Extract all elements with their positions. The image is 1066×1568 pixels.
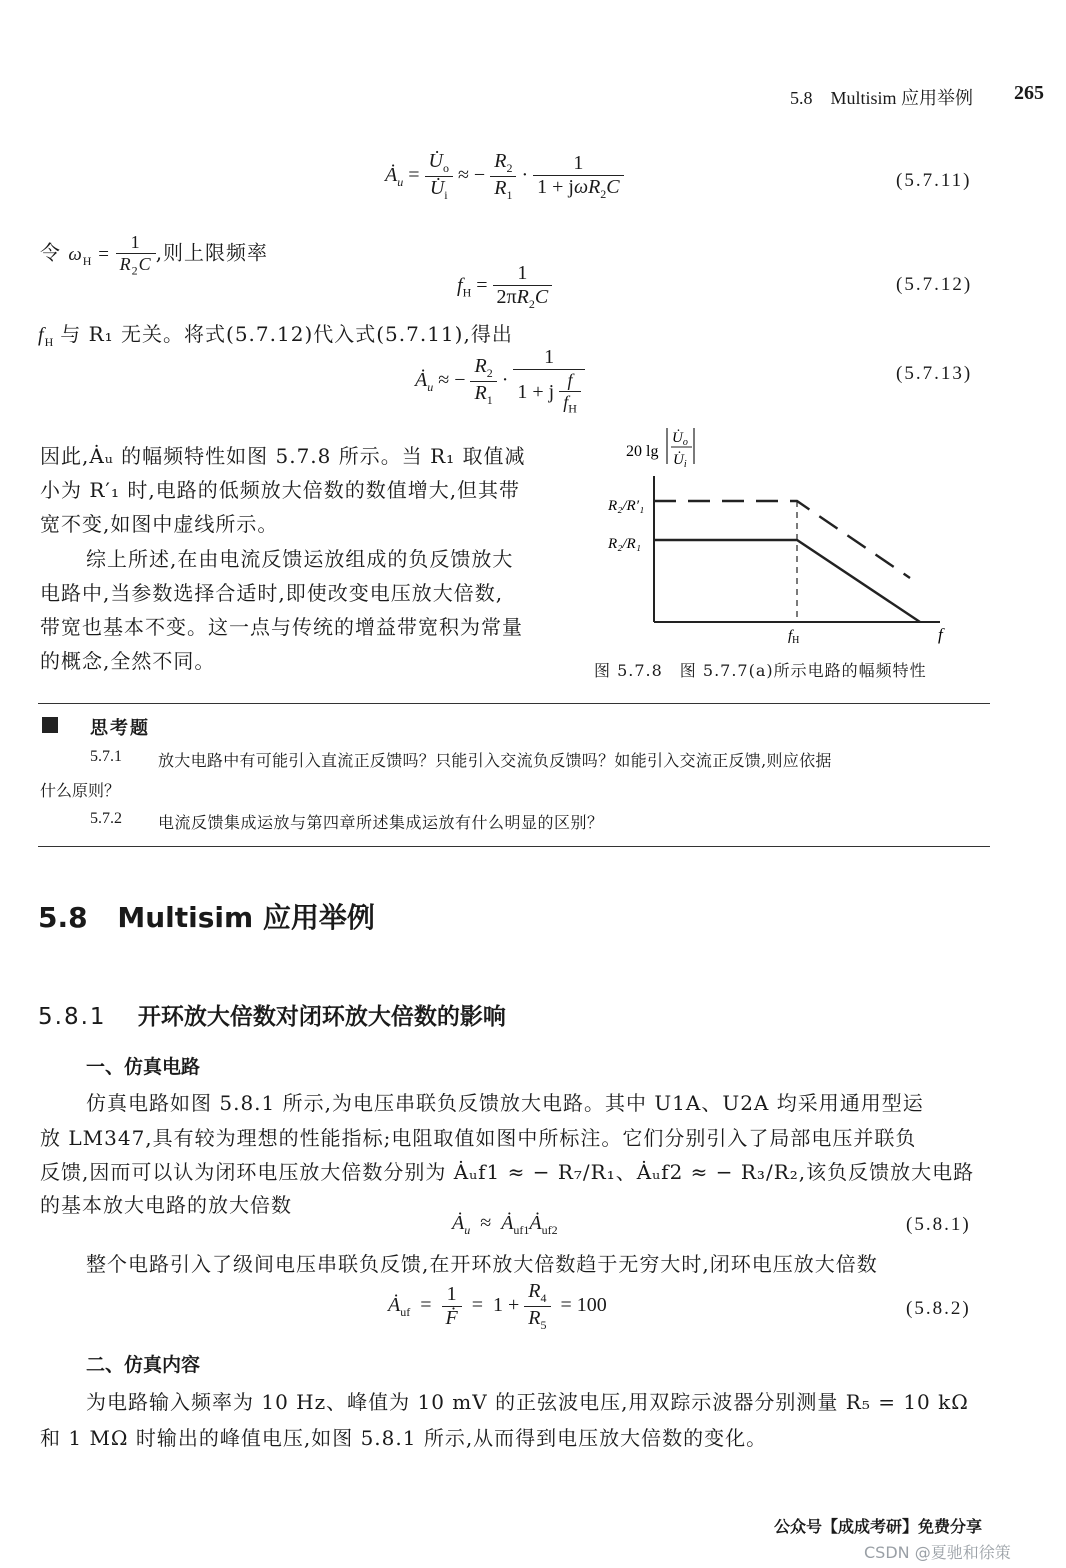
paragraph-line: 和 1 MΩ 时输出的峰值电压,如图 5.8.1 所示,从而得到电压放大倍数的变化。 <box>40 1426 768 1450</box>
subsection-heading <box>38 998 506 1031</box>
x-axis-label: f <box>938 625 943 644</box>
paragraph-line: 电路中,当参数选择合适时,即使改变电压放大倍数, <box>40 581 504 605</box>
section-number: 5.8 <box>38 901 88 934</box>
frequency-response-figure <box>596 418 976 650</box>
paragraph-line: 仿真电路如图 5.8.1 所示,为电压串联负反馈放大电路。其中 U1A、U2A 均采用通用型运 <box>86 1091 924 1115</box>
paragraph-line: 为电路输入频率为 10 Hz、峰值为 10 mV 的正弦波电压,用双踪示波器分别测量 R₅ = 10 kΩ <box>86 1390 969 1414</box>
section-title: Multisim 应用举例 <box>117 901 375 934</box>
equation-5-7-11: $Ȧ_u$ = $\frac{U̇_o}{U̇_i}$ ≈ − $\frac{R_2}{R_1}$ · $\frac{1}{1 + j\omega R_2C}$ <box>385 150 624 203</box>
part-heading: 二、仿真内容 <box>86 1354 201 1376</box>
svg-text:U̇o: $U̇_o$ <box>672 430 688 448</box>
equation-5-7-12: $f_H$ = $\frac{1}{2\pi R_2C}$ <box>457 262 552 312</box>
paragraph-line: 反馈,因而可以认为闭环电压放大倍数分别为 Ȧᵤf1 ≈ − R₇/R₁、Ȧᵤf2 ≈ − R₃/R₂,该负反馈放大电路 <box>40 1160 975 1184</box>
equation-number: (5.7.13) <box>896 363 973 384</box>
divider <box>38 703 990 704</box>
equation-number: (5.8.1) <box>906 1214 971 1235</box>
paragraph-line: 因此,Ȧᵤ 的幅频特性如图 5.7.8 所示。当 R₁ 取值减 <box>40 444 526 468</box>
section-heading <box>38 896 375 936</box>
figure-caption: 图 5.7.8 图 5.7.7(a)所示电路的幅频特性 <box>594 661 927 680</box>
paragraph-line: 带宽也基本不变。这一点与传统的增益带宽积为常量 <box>40 615 523 639</box>
fh-independent-line: $f_H$ 与 R₁ 无关。将式(5.7.12)代入式(5.7.11),得出 <box>38 322 513 349</box>
let-suffix: ,则上限频率 <box>155 240 269 265</box>
divider <box>38 846 990 847</box>
equation-number: (5.8.2) <box>906 1298 971 1319</box>
level-low-label: R₂/R₁ <box>608 536 641 552</box>
equation-5-8-2: $Ȧ_{uf}$ = $\frac{1}{\text{Ḟ}}$ = 1 + $\frac{R_4}{R_5}$ = 100 <box>388 1280 607 1332</box>
solid-response-curve <box>654 540 920 622</box>
equation-number: (5.7.11) <box>896 170 972 191</box>
equation-5-7-13: $Ȧ_u$ ≈ − $\frac{R_2}{R_1}$ · 1 1 + j $\frac{f}{f_H}$ <box>415 346 585 417</box>
equation-5-8-1: $Ȧ_u$ ≈ $Ȧ_{uf1}Ȧ_{uf2}$ <box>452 1212 558 1237</box>
question-text: 什么原则？ <box>40 781 121 800</box>
equation-number: (5.7.12) <box>896 274 973 295</box>
question-number: 5.7.2 <box>90 810 122 827</box>
paragraph-line: 小为 R′₁ 时,电路的低频放大倍数的数值增大,但其带 <box>40 478 521 502</box>
svg-text:U̇i: $U̇_i$ <box>673 452 687 470</box>
csdn-watermark: CSDN @夏驰和徐策 <box>864 1543 1011 1562</box>
equation-result: = 100 <box>560 1294 607 1317</box>
x-tick-label: $f_H$ <box>788 628 800 646</box>
paragraph-line: 的基本放大电路的放大倍数 <box>40 1193 292 1217</box>
fh-independent-text: 与 R₁ 无关。将式(5.7.12)代入式(5.7.11),得出 <box>60 322 513 346</box>
y-axis-label <box>626 428 694 470</box>
share-note: 公众号【成成考研】免费分享 <box>774 1517 983 1536</box>
question-text: 电流反馈集成运放与第四章所述集成运放有什么明显的区别？ <box>158 813 604 832</box>
running-title: 5.8 Multisim 应用举例 <box>790 88 974 108</box>
part-heading: 一、仿真电路 <box>86 1056 201 1078</box>
let-omega-line: 令 $\omega_H$ = $\frac{1}{R_2C}$ ,则上限频率 <box>40 232 269 278</box>
questions-marker <box>42 717 58 733</box>
questions-title: 思考题 <box>90 718 150 739</box>
paragraph-line: 综上所述,在由电流反馈运放组成的负反馈放大 <box>86 547 514 571</box>
subsection-number: 5.8.1 <box>38 1004 107 1030</box>
y-label-text: 20 lg <box>626 443 659 460</box>
subsection-title: 开环放大倍数对闭环放大倍数的影响 <box>137 1003 506 1030</box>
question-text: 放大电路中有可能引入直流正反馈吗？只能引入交流负反馈吗？如能引入交流正反馈,则应依据 <box>158 751 832 770</box>
paragraph-line: 放 LM347,具有较为理想的性能指标;电阻取值如图中所标注。它们分别引入了局部电压并联负 <box>40 1126 917 1150</box>
paragraph-line: 整个电路引入了级间电压串联负反馈,在开环放大倍数趋于无穷大时,闭环电压放大倍数 <box>86 1252 878 1276</box>
question-number: 5.7.1 <box>90 748 122 765</box>
level-high-label: R₂/R′₁ <box>608 498 645 514</box>
let-prefix: 令 <box>40 240 61 265</box>
paragraph-line: 宽不变,如图中虚线所示。 <box>40 512 279 536</box>
page-number: 265 <box>1014 82 1044 104</box>
paragraph-line: 的概念,全然不同。 <box>40 649 216 673</box>
